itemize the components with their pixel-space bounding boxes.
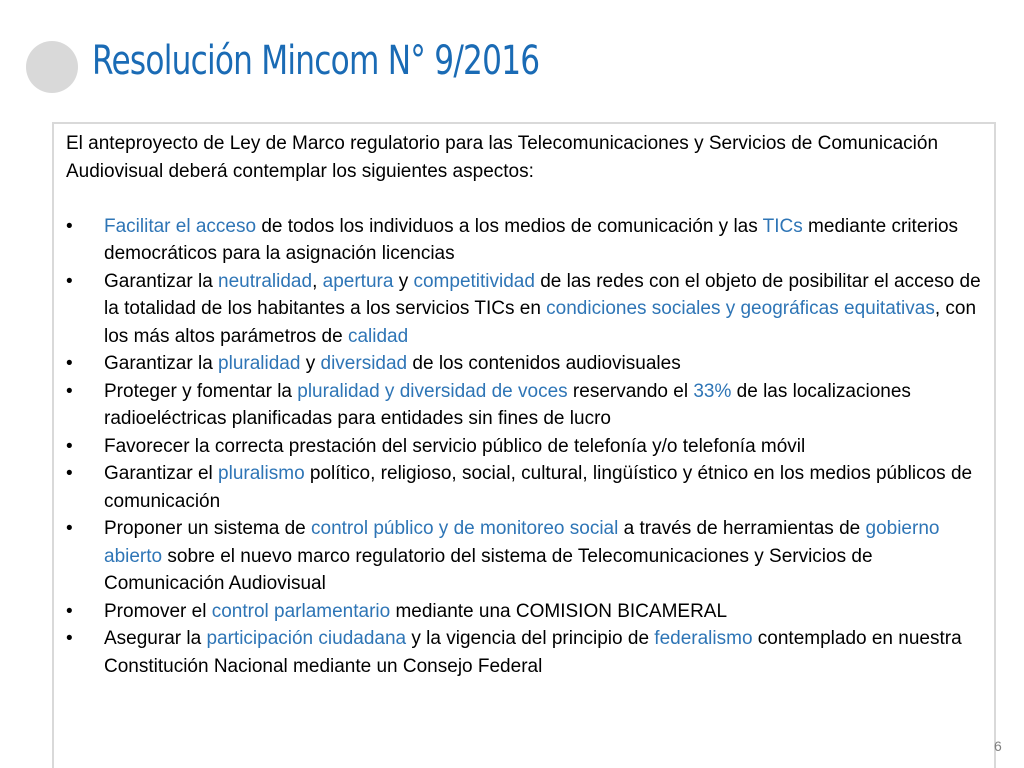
bullet-text: , xyxy=(312,270,323,292)
bullet-item-pluralidad-contenidos xyxy=(66,350,984,378)
bullet-item-pluralidad-voces xyxy=(66,378,984,433)
highlighted-text: pluralidad y diversidad de voces xyxy=(297,380,568,402)
bullet-text: y la vigencia del principio de xyxy=(406,628,655,649)
bullet-text: Favorecer la correcta prestación del servicio público de telefonía y/o telefonía móvil xyxy=(104,435,806,457)
bullet-item-pluralismo xyxy=(66,460,984,515)
bullet-marker-icon: • xyxy=(66,380,73,402)
bullet-text: político, religioso, social, cultural, lingüístico y étnico en los medios públicos de comunicación xyxy=(104,463,973,512)
highlighted-text: pluralismo xyxy=(218,463,305,484)
bullet-text: Garantizar el xyxy=(104,463,219,484)
highlighted-text: TICs xyxy=(762,215,803,237)
bullet-text: Proponer un sistema de xyxy=(104,518,312,539)
slide-title: Resolución Mincom N° 9/2016 xyxy=(92,38,540,84)
bullet-marker-icon: • xyxy=(66,215,73,237)
highlighted-text: federalismo xyxy=(654,628,753,649)
intro-paragraph: El anteproyecto de Ley de Marco regulatorio para las Telecomunicaciones y Servicios de Comunicación Audiovisual deberá contemplar los siguientes aspectos: xyxy=(66,133,939,182)
title-circle-icon xyxy=(26,41,78,93)
highlighted-text: 33% xyxy=(693,380,732,402)
bullet-text: de los contenidos audiovisuales xyxy=(407,353,681,374)
bullet-item-control-publico xyxy=(66,515,984,598)
bullet-item-neutralidad xyxy=(66,268,984,351)
bullet-text: Proteger y fomentar la xyxy=(104,380,298,402)
highlighted-text: control parlamentario xyxy=(211,600,391,622)
bullet-text: Garantizar la xyxy=(104,353,219,374)
highlighted-text: calidad xyxy=(347,325,409,347)
bullet-item-telefonia xyxy=(66,433,984,461)
highlighted-text: Facilitar el acceso xyxy=(104,215,257,237)
bullet-text: Asegurar la xyxy=(104,628,207,649)
bullet-list xyxy=(66,213,984,681)
bullet-text: reservando el xyxy=(567,380,694,402)
highlighted-text: participación ciudadana xyxy=(206,628,407,649)
bullet-text: sobre el nuevo marco regulatorio del sistema de Telecomunicaciones y Servicios de Comunicación Audiovisual xyxy=(104,545,873,594)
content-text xyxy=(66,130,984,680)
bullet-text: mediante criterios democráticos para la asignación licencias xyxy=(104,215,959,264)
bullet-text: contemplado en nuestra Constitución Nacional mediante un Consejo Federal xyxy=(104,628,962,677)
bullet-item-control-parlamentario xyxy=(66,598,984,626)
highlighted-text: diversidad xyxy=(320,353,408,374)
highlighted-text: neutralidad xyxy=(218,270,313,292)
bullet-item-participacion xyxy=(66,625,984,680)
bullet-text: de las localizaciones radioeléctricas planificadas para entidades sin fines de lucro xyxy=(104,380,911,429)
bullet-text: mediante una COMISION BICAMERAL xyxy=(390,600,728,622)
bullet-marker-icon: • xyxy=(66,600,73,622)
bullet-text: y xyxy=(300,353,321,374)
bullet-text: Promover el xyxy=(104,600,212,622)
bullet-marker-icon: • xyxy=(66,518,73,539)
bullet-text: de todos los individuos a los medios de comunicación y las xyxy=(256,215,763,237)
highlighted-text: competitividad xyxy=(413,270,535,292)
highlighted-text: control público y de monitoreo social xyxy=(311,518,619,539)
bullet-marker-icon: • xyxy=(66,270,73,292)
highlighted-text: gobierno abierto xyxy=(104,518,940,567)
highlighted-text: apertura xyxy=(322,270,394,292)
bullet-marker-icon: • xyxy=(66,628,73,649)
highlighted-text: condiciones sociales y geográficas equitativas xyxy=(546,298,935,319)
bullet-text: Garantizar la xyxy=(104,270,219,292)
bullet-item-acceso xyxy=(66,213,984,268)
content-box xyxy=(52,122,996,768)
bullet-text: a través de herramientas de xyxy=(618,518,866,539)
page-number: 6 xyxy=(994,738,1002,754)
bullet-marker-icon: • xyxy=(66,435,73,457)
bullet-text: , con los más altos parámetros de xyxy=(104,298,977,347)
bullet-text: y xyxy=(393,270,414,292)
bullet-marker-icon: • xyxy=(66,353,73,374)
bullet-text: de las redes con el objeto de posibilitar el acceso de la totalidad de los habitantes a los servicios TICs en xyxy=(104,270,981,319)
bullet-marker-icon: • xyxy=(66,463,73,484)
highlighted-text: pluralidad xyxy=(218,353,301,374)
